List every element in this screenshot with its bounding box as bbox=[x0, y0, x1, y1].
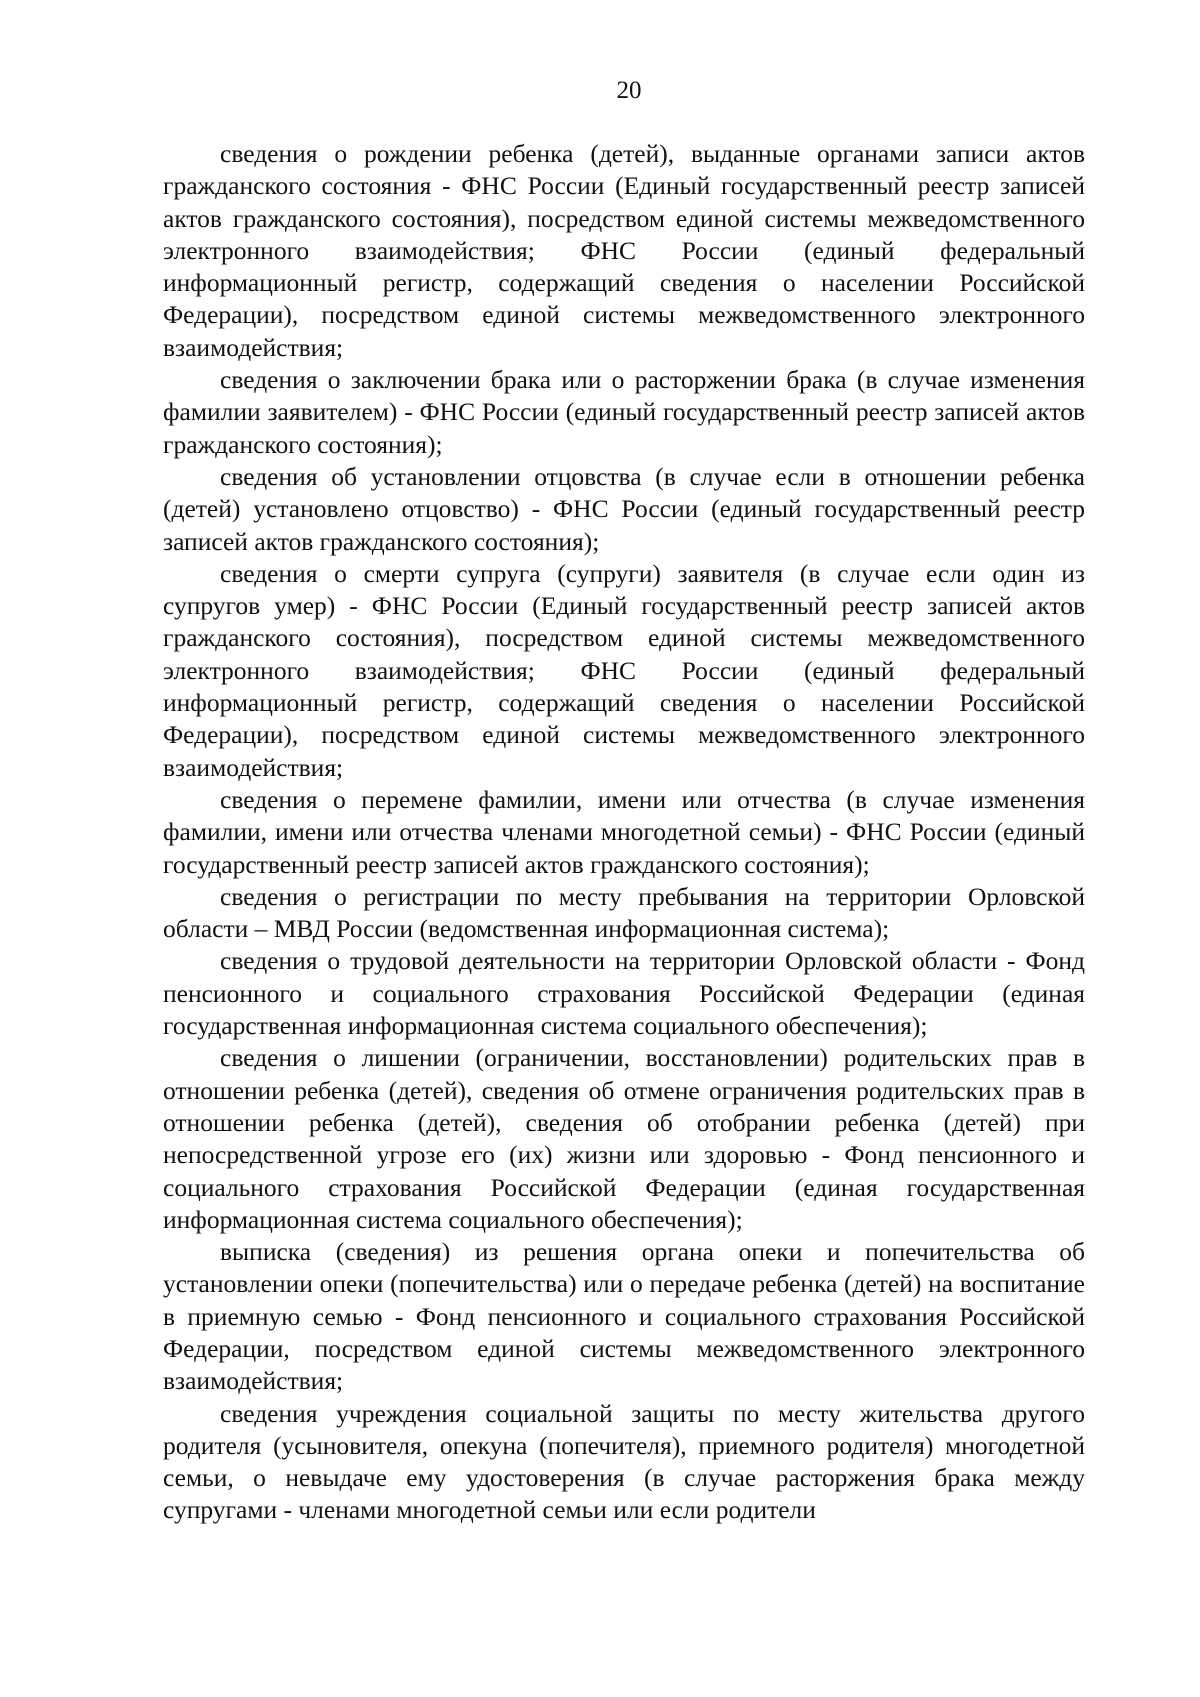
paragraph-parental-rights: сведения о лишении (ограничении, восстановлении) родительских прав в отношении ребенка (детей), сведения об отмене ограничения родительских прав в отношении ребенка (детей), сведения об отобрании ребенка (детей) при непосредственной угрозе его (их) жизни или здоровью - Фонд пенсионного и социального страхования Российской Федерации (единая государственная информационная система социального обеспечения); bbox=[163, 1043, 1085, 1234]
paragraph-spouse-death-records: сведения о смерти супруга (супруги) заявителя (в случае если один из супругов умер) - ФНС России (Единый государственный реестр записей актов гражданского состояния), посредством единой системы межведомственного электронного взаимодействия; ФНС России (единый федеральный информационный регистр, содержащий сведения о населении Российской Федерации), посредством единой системы межведомственного электронного взаимодействия; bbox=[163, 558, 1085, 782]
paragraph-guardianship-decision: выписка (сведения) из решения органа опеки и попечительства об установлении опеки (попечительства) или о передаче ребенка (детей) на воспитание в приемную семью - Фонд пенсионного и социального страхования Российской Федерации, посредством единой системы межведомственного электронного взаимодействия; bbox=[163, 1237, 1085, 1396]
page-number: 20 bbox=[616, 77, 642, 104]
paragraph-paternity-records: сведения об установлении отцовства (в случае если в отношении ребенка (детей) установлено отцовство) - ФНС России (единый государственный реестр записей актов гражданского состояния); bbox=[163, 461, 1085, 556]
paragraph-social-protection-certificate: сведения учреждения социальной защиты по месту жительства другого родителя (усыновителя, опекуна (попечителя), приемного родителя) многодетной семьи, о невыдаче ему удостоверения (в случае расторжения брака между супругами - членами многодетной семьи или если родители bbox=[163, 1398, 1085, 1525]
document-body bbox=[163, 138, 1085, 1527]
paragraph-temporary-registration: сведения о регистрации по месту пребывания на территории Орловской области – МВД России (ведомственная информационная система); bbox=[163, 881, 1085, 944]
paragraph-name-change-records: сведения о перемене фамилии, имени или отчества (в случае изменения фамилии, имени или отчества членами многодетной семьи) - ФНС России (единый государственный реестр записей актов гражданского состояния); bbox=[163, 784, 1085, 879]
paragraph-marriage-records: сведения о заключении брака или о расторжении брака (в случае изменения фамилии заявителем) - ФНС России (единый государственный реестр записей актов гражданского состояния); bbox=[163, 365, 1085, 459]
paragraph-birth-records: сведения о рождении ребенка (детей), выданные органами записи актов гражданского состояния - ФНС России (Единый государственный реестр записей актов гражданского состояния), посредством единой системы межведомственного электронного взаимодействия; ФНС России (единый федеральный информационный регистр, содержащий сведения о населении Российской Федерации), посредством единой системы межведомственного электронного взаимодействия; bbox=[163, 139, 1085, 362]
paragraph-employment-records: сведения о трудовой деятельности на территории Орловской области - Фонд пенсионного и социального страхования Российской Федерации (единая государственная информационная система социального обеспечения); bbox=[163, 946, 1085, 1041]
